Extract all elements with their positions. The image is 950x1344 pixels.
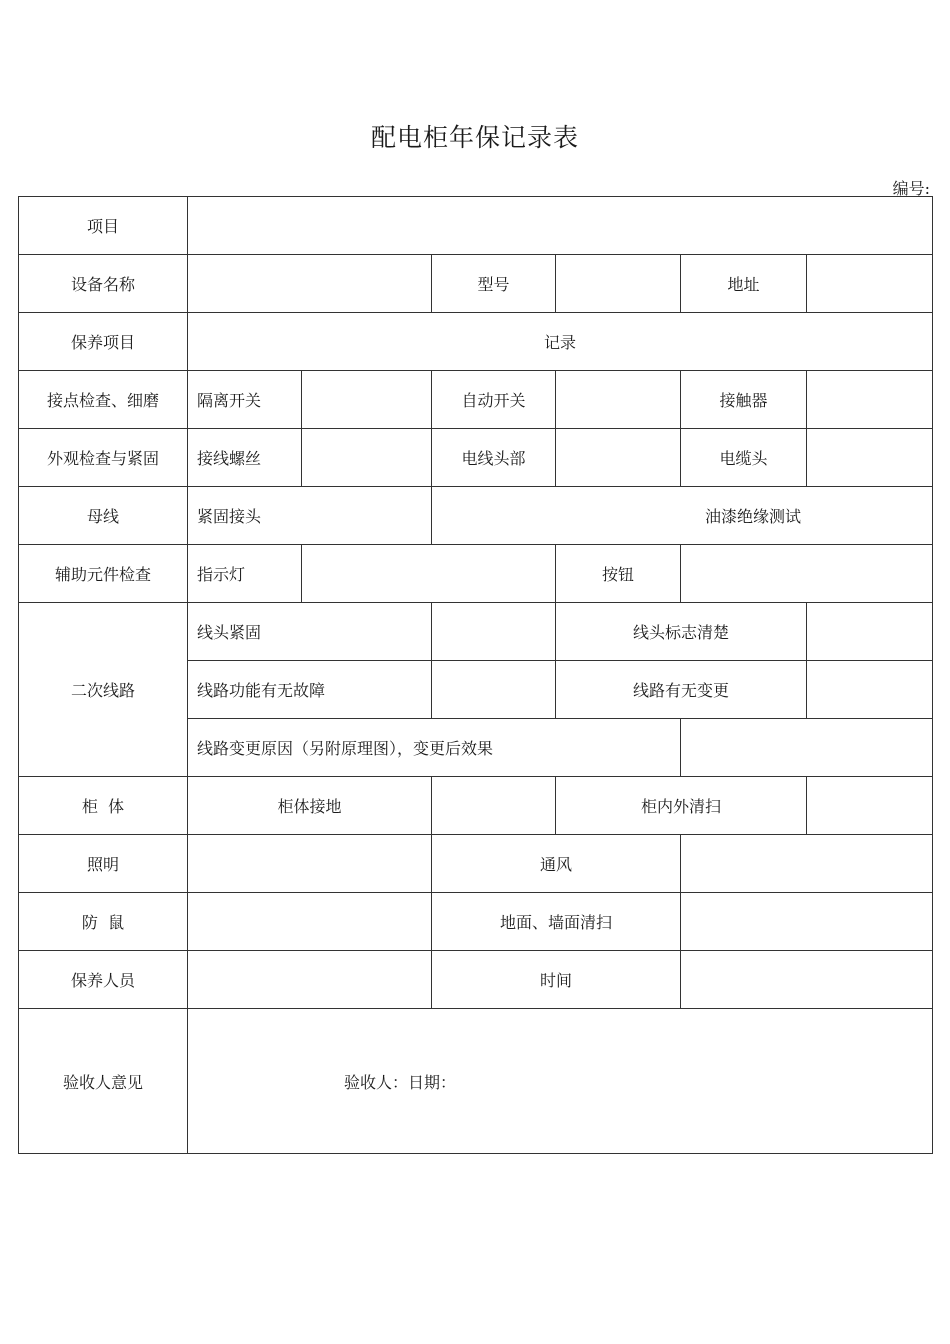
contactor-label: 接触器 <box>681 371 807 429</box>
maintenance-item-label: 保养项目 <box>19 313 188 371</box>
circuit-changed-cell[interactable] <box>807 661 933 719</box>
project-label: 项目 <box>19 197 188 255</box>
row-personnel <box>19 951 933 1009</box>
acceptor-signature-date-label: 验收人：日期： <box>344 1072 457 1092</box>
appearance-check-label: 外观检查与紧固 <box>19 429 188 487</box>
equipment-name-label: 设备名称 <box>19 255 188 313</box>
row-cabinet <box>19 777 933 835</box>
row-contact-check <box>19 371 933 429</box>
record-label: 记录 <box>188 313 933 371</box>
time-cell[interactable] <box>681 951 933 1009</box>
rodent-proof-label: 防 鼠 <box>19 893 188 951</box>
wire-mark-clear-label: 线头标志清楚 <box>556 603 807 661</box>
row-busbar <box>19 487 933 545</box>
address-cell[interactable] <box>807 255 933 313</box>
lighting-cell[interactable] <box>188 835 432 893</box>
wire-mark-clear-cell[interactable] <box>807 603 933 661</box>
ventilation-cell[interactable] <box>681 835 933 893</box>
acceptance-opinion-label: 验收人意见 <box>19 1009 188 1154</box>
contactor-cell[interactable] <box>807 371 933 429</box>
terminal-screw-label: 接线螺丝 <box>188 429 302 487</box>
row-maintenance-header <box>19 313 933 371</box>
ventilation-label: 通风 <box>432 835 681 893</box>
terminal-screw-cell[interactable] <box>302 429 432 487</box>
circuit-function-label: 线路功能有无故障 <box>188 661 432 719</box>
cabinet-label: 柜 体 <box>19 777 188 835</box>
indicator-light-cell[interactable] <box>302 545 556 603</box>
button-cell[interactable] <box>681 545 933 603</box>
maintenance-record-table <box>18 196 933 1154</box>
wire-fasten-label: 线头紧固 <box>188 603 432 661</box>
time-label: 时间 <box>432 951 681 1009</box>
wire-head-label: 电线头部 <box>432 429 556 487</box>
acceptance-opinion-cell[interactable] <box>188 1009 933 1154</box>
change-reason-label: 线路变更原因（另附原理图），变更后效果 <box>188 719 681 777</box>
row-lighting <box>19 835 933 893</box>
busbar-label: 母线 <box>19 487 188 545</box>
floor-wall-cleaning-cell[interactable] <box>681 893 933 951</box>
model-label: 型号 <box>432 255 556 313</box>
cable-head-label: 电缆头 <box>681 429 807 487</box>
contact-check-label: 接点检查、细磨 <box>19 371 188 429</box>
address-label: 地址 <box>681 255 807 313</box>
wire-head-cell[interactable] <box>556 429 681 487</box>
auxiliary-check-label: 辅助元件检查 <box>19 545 188 603</box>
rodent-proof-cell[interactable] <box>188 893 432 951</box>
cable-head-cell[interactable] <box>807 429 933 487</box>
auto-switch-cell[interactable] <box>556 371 681 429</box>
row-rodent <box>19 893 933 951</box>
secondary-circuit-label: 二次线路 <box>19 603 188 777</box>
cabinet-cleaning-cell[interactable] <box>807 777 933 835</box>
change-reason-cell[interactable] <box>681 719 933 777</box>
wire-fasten-cell[interactable] <box>432 603 556 661</box>
serial-number-label: 编号: <box>892 179 930 198</box>
row-secondary-1 <box>19 603 933 661</box>
row-acceptance <box>19 1009 933 1154</box>
row-project <box>19 197 933 255</box>
floor-wall-cleaning-label: 地面、墙面清扫 <box>432 893 681 951</box>
fasten-joint-label: 紧固接头 <box>188 487 432 545</box>
model-cell[interactable] <box>556 255 681 313</box>
indicator-light-label: 指示灯 <box>188 545 302 603</box>
button-label: 按钮 <box>556 545 681 603</box>
paint-insulation-label: 油漆绝缘测试 <box>432 487 933 545</box>
cabinet-grounding-label: 柜体接地 <box>188 777 432 835</box>
cabinet-grounding-cell[interactable] <box>432 777 556 835</box>
page-title: 配电柜年保记录表 <box>370 123 579 152</box>
maintenance-personnel-cell[interactable] <box>188 951 432 1009</box>
cabinet-cleaning-label: 柜内外清扫 <box>556 777 807 835</box>
isolating-switch-cell[interactable] <box>302 371 432 429</box>
project-value-cell[interactable] <box>188 197 933 255</box>
row-equipment <box>19 255 933 313</box>
circuit-function-cell[interactable] <box>432 661 556 719</box>
lighting-label: 照明 <box>19 835 188 893</box>
circuit-changed-label: 线路有无变更 <box>556 661 807 719</box>
auto-switch-label: 自动开关 <box>432 371 556 429</box>
maintenance-personnel-label: 保养人员 <box>19 951 188 1009</box>
equipment-name-cell[interactable] <box>188 255 432 313</box>
row-appearance-check <box>19 429 933 487</box>
row-auxiliary-check <box>19 545 933 603</box>
isolating-switch-label: 隔离开关 <box>188 371 302 429</box>
